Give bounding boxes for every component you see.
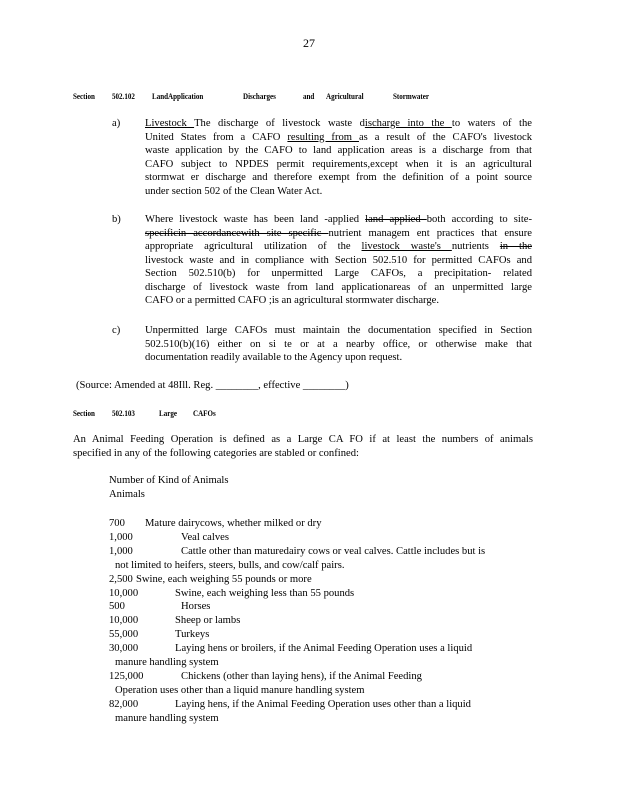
- text-run: land applied: [365, 214, 427, 225]
- source-note: (Source: Amended at 48Ill. Reg. ________, effective ________): [76, 380, 349, 391]
- text-line: livestock waste and in compliance with Section 502.510 for permitted CAFOs and: [145, 254, 532, 266]
- text-run: The discharge of livestock waste d: [194, 118, 365, 129]
- animal-kind: Chickens (other than laying hens), if the Animal Feeding: [181, 670, 422, 682]
- section-label: Section: [73, 92, 95, 101]
- text-run: United States from a CAFO: [145, 131, 288, 143]
- animal-kind: Turkeys: [175, 629, 210, 641]
- item-c-text: [145, 324, 532, 365]
- text-run: Where livestock waste has been land -applied: [145, 214, 366, 225]
- table-row: 2,500 Swine, each weighing 55 pounds or more: [109, 573, 312, 585]
- text-line: waste application by the CAFO to land application areas is a discharge from that: [145, 145, 532, 156]
- table-row: 700 Mature dairycows, whether milked or dry: [109, 518, 322, 529]
- text-line: [145, 227, 532, 241]
- section-label: Section: [73, 409, 95, 418]
- table-row: 500 Horses: [109, 601, 211, 613]
- text-line: [145, 131, 532, 145]
- animal-kind: Laying hens or broilers, if the Animal Feeding Operation uses a liquid: [175, 643, 473, 655]
- section-title-word: Large: [159, 409, 177, 418]
- animal-kind-continuation: Operation uses other than a liquid manure handling system: [115, 684, 365, 696]
- text-line: [145, 240, 532, 254]
- text-run: to waters of the: [451, 118, 532, 129]
- item-b-label: b): [112, 214, 121, 225]
- text-run: as a result of the CAFO's livestock: [358, 131, 532, 143]
- section-number: 502.103: [112, 409, 135, 418]
- animal-kind-continuation: manure handling system: [115, 712, 219, 724]
- section-title-word: Stormwater: [393, 92, 429, 101]
- item-b-text: [145, 213, 532, 308]
- section-title-word: Agricultural: [326, 92, 364, 101]
- text-line: CAFO subject to NPDES permit requirements,except when it is an agricultural: [145, 158, 532, 170]
- animal-kind: Swine, each weighing less than 55 pounds: [175, 587, 355, 599]
- text-line: documentation readily available to the Agency upon request.: [145, 352, 403, 363]
- text-run: specificin accordancewith site specific: [145, 227, 329, 239]
- animal-kind: Mature dairycows, whether milked or dry: [145, 518, 322, 529]
- table-header-line: Number of Kind of Animals: [109, 475, 229, 486]
- text-line: stormwat er discharge and therefore exempt from the definition of a point source: [145, 172, 532, 183]
- animal-kind-continuation: manure handling system: [115, 657, 219, 668]
- table-row: 82,000 Laying hens, if the Animal Feeding Operation uses other than a liquid: [109, 698, 471, 710]
- text-run: nutrients: [451, 241, 500, 252]
- table-row: 125,000 Chickens (other than laying hens), if the Animal Feeding: [109, 670, 422, 682]
- text-run: both according to site-: [426, 214, 533, 225]
- text-line: Section 502.510(b) for unpermitted Large CAFOs, a precipitation- related: [145, 268, 532, 279]
- animal-kind: Cattle other than maturedairy cows or veal calves. Cattle includes but is: [181, 545, 486, 557]
- table-row: 30,000 Laying hens or broilers, if the Animal Feeding Operation uses a liquid: [109, 643, 473, 655]
- table-header: [109, 474, 228, 501]
- section-title-word: Discharges: [243, 92, 276, 101]
- text-run: Livestock: [145, 118, 195, 129]
- table-header-line: Animals: [109, 488, 145, 500]
- animal-kind: Horses: [181, 601, 211, 613]
- item-a-text: [145, 117, 532, 198]
- animal-kind: Veal calves: [181, 531, 229, 543]
- section-number: 502.102: [112, 92, 135, 101]
- section-title-word: CAFOs: [193, 409, 216, 418]
- text-run: appropriate agricultural utilization of the: [145, 241, 362, 252]
- section-title-word: LandApplication: [152, 92, 204, 101]
- table-row: 10,000 Swine, each weighing less than 55 pounds: [109, 587, 355, 599]
- text-line: specified in any of the following categories are stabled or confined:: [73, 447, 359, 459]
- text-line: An Animal Feeding Operation is defined as a Large CA FO if at least the numbers of animals: [73, 434, 533, 445]
- text-line: Unpermitted large CAFOs must maintain the documentation specified in Section: [145, 325, 532, 336]
- text-run: ischarge into the: [364, 118, 452, 129]
- table-row: 55,000 Turkeys: [109, 629, 210, 641]
- table-row: 10,000 Sheep or lambs: [109, 615, 241, 627]
- animal-kind-continuation: not limited to heifers, steers, bulls, and cow/calf pairs.: [115, 559, 345, 571]
- animal-kind: Laying hens, if the Animal Feeding Operation uses other than a liquid: [175, 698, 471, 710]
- item-a-label: a): [112, 118, 121, 129]
- page-number: 27: [303, 36, 315, 50]
- text-line: under section 502 of the Clean Water Act.: [145, 185, 323, 197]
- text-run: nutrient managem ent practices that ensure: [328, 227, 532, 239]
- animal-kind: Sheep or lambs: [175, 615, 241, 627]
- item-c-label: c): [112, 325, 121, 336]
- text-line: CAFO or a permitted CAFO ;is an agricultural stormwater discharge.: [145, 295, 440, 306]
- section-title-word: and: [303, 92, 315, 101]
- animal-kind: Swine, each weighing 55 pounds or more: [136, 573, 312, 585]
- text-run: in the: [499, 241, 532, 252]
- text-line: discharge of livestock waste from land applicationareas of an unpermitted large: [145, 281, 532, 293]
- text-line: [145, 213, 532, 227]
- large-cafo-definition: [73, 433, 533, 460]
- text-run: livestock waste's: [361, 241, 452, 252]
- table-row: 1,000 Cattle other than maturedairy cows or veal calves. Cattle includes but is: [109, 545, 486, 557]
- table-row: 1,000 Veal calves: [109, 531, 229, 543]
- text-run: resulting from: [287, 131, 359, 143]
- text-line: [145, 117, 532, 131]
- text-line: 502.510(b)(16) either on si te or at a nearby office, or otherwise make that: [145, 338, 532, 350]
